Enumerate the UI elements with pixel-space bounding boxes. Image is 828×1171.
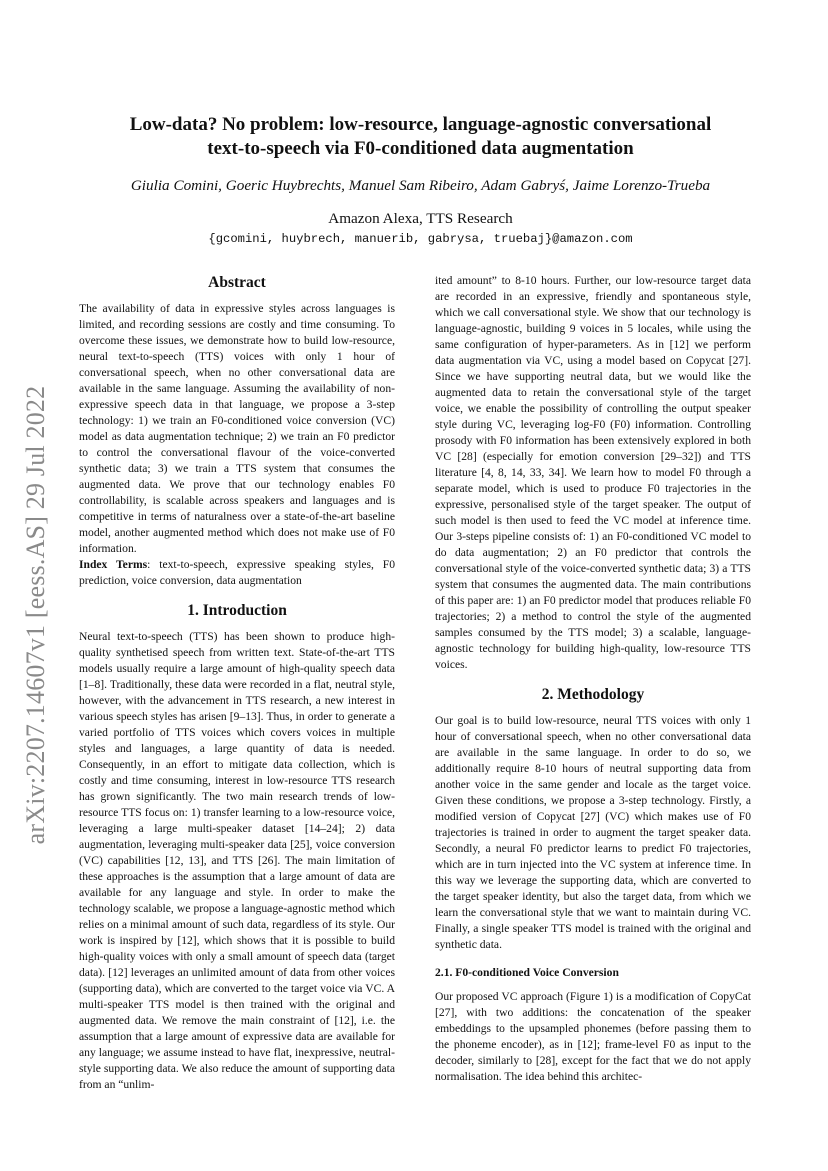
abstract-text: The availability of data in expressive styles across languages is limited, and recording sessions are costly and time consuming. To overcome these issues, we demonstrate how to build low-resource, neural text-to-speech (TTS) voices with only 1 hour of conversational speech, when no other conversational data are available in the same language. Assuming the availability of non-expressive speech data in that language, we propose a 3-step technology: 1) we train an F0-conditioned voice conversion (VC) model as data augmentation technique; 2) we train an F0 predictor to control the conversational flavour of the voice-converted synthetic data; 3) we train a TTS system that consumes the augmented data. We prove that our technology enables F0 controllability, is scalable across speakers and languages and is competitive in terms of naturalness over a state-of-the-art baseline model, another augmented method which does not make use of F0 information. [79,302,395,555]
introduction-text-right: ited amount” to 8-10 hours. Further, our low-resource target data are recorded in an expressive, friendly and spontaneous style, which we call conversational style. We show that our technology is language-agnostic, building 9 voices in 5 locales, while using the same configuration of hyper-parameters. As in [12] we perform data augmentation via VC, using a model based on Copycat [27]. Since we have supporting neutral data, but we would like the augmented data to retain the conversational style of the target voice, we enable the possibility of controlling the output speaker style during VC, leveraging log-F0 (F0) information. Controlling prosody with F0 information has been extensively explored in both VC [28] (especially for emotion conversion [29–32]) and TTS literature [4, 8, 14, 33, 34]. We learn how to model F0 through a separate model, which is used to produce F0 trajectories in the expressive, personalised style of the target speaker. The output of such model is then used to feed the VC model at inference time. Our 3-steps pipeline consists of: 1) an F0-conditioned VC model to do data augmentation; 2) an F0 predictor that controls the conversational style of the voice-converted synthetic data; 3) a TTS system that consumes the augmented data. The main contributions of this paper are: 1) an F0 predictor model that produces reliable F0 trajectories; 2) a method to control the style of the augmented samples consumed by the TTS model; 3) a scalable, language-agnostic technology for building high-quality, low-resource TTS voices. [435,274,751,671]
title-line-1: Low-data? No problem: low-resource, language-agnostic conversational [129,114,712,135]
methodology-heading: 2. Methodology [541,686,645,703]
affiliation: Amazon Alexa, TTS Research [328,210,513,227]
author-list: Giulia Comini, Goeric Huybrechts, Manuel Sam Ribeiro, Adam Gabryś, Jaime Lorenzo-Trueba [130,177,711,194]
index-terms [79,557,395,589]
right-column [435,273,751,1085]
paper-title [78,113,763,161]
left-column [79,273,395,1093]
abstract-heading: Abstract [208,274,266,291]
introduction-text-left: Neural text-to-speech (TTS) has been shown to produce high-quality synthetised speech from written text. State-of-the-art TTS models usually require a large amount of high-quality speech data [1–8]. Traditionally, these data were recorded in a flat, neutral style, however, with the advancement in TTS research, a new interest in various speech styles has arisen [9–13]. Thus, in order to generate a varied portfolio of TTS voices which covers voices in multiple styles and languages, a large quantity of data is needed. Consequently, in an effort to mitigate data collection, which is costly and time consuming, interest in low-resource TTS research has grown significantly. The two main research trends of low-resource TTS focus on: 1) transfer learning to a low-resource voice, leveraging a large multi-speaker dataset [14–24]; 2) data augmentation, leveraging multi-speaker data [25], voice conversion (VC) capabilities [12, 13], and TTS [26]. The main limitation of these approaches is the assumption that a large amount of data are available for any language and style. In order to make the technology scalable, we propose a language-agnostic method which relies on a minimal amount of such data, regardless of its style. Our work is inspired by [12], which shows that it is possible to build high-quality voices with only a small amount of speech data (target data). [12] leverages an unlimited amount of data from other voices (supporting data), which are converted to the target voice via VC. A multi-speaker TTS model is then trained with the original and augmented data. We remove the main constraint of [12], i.e. the assumption that a large amount of expressive data are available for any language; we assume instead to have flat, inexpressive, neutral-style supporting data. We also reduce the amount of supporting data from an “unlim- [79,630,395,1091]
vc-text: Our proposed VC approach (Figure 1) is a modification of CopyCat [27], with two additions: the concatenation of the speaker embeddings to the upsampled phonemes (before passing them to the phoneme encoder), as in [12]; frame-level F0 as input to the decoder, similarly to [28], except for the fact that we do not apply normalisation. The idea behind this architec- [435,990,751,1083]
arxiv-sidebar-stamp [14,365,58,865]
index-terms-label: Index Terms [79,558,148,571]
methodology-text: Our goal is to build low-resource, neural TTS voices with only 1 hour of conversational speech, when no other conversational data are available in the same language. In order to do so, we additionally require 8-10 hours of neutral supporting data from another voice in the same gender and locale as the target voice. Given these conditions, we propose a 3-step technology. Firstly, a modified version of Copycat [27] (VC) which makes use of F0 trajectories is trained in order to augment the target speaker data. Secondly, a neural F0 predictor learns to predict F0 trajectories, which are in turn injected into the VC system at inference time. In this way we leverage the supporting data, which are converted to the target speaker identity, but also the target data, from which we learn the conversational style that we want to maintain during VC. Finally, a single speaker TTS model is trained with the original and synthetic data. [435,714,751,951]
author-emails: {gcomini, huybrech, manuerib, gabrysa, truebaj}@amazon.com [208,232,633,246]
subsection-heading-vc: 2.1. F0-conditioned Voice Conversion [435,966,619,979]
index-terms-text: : text-to-speech, expressive speaking styles, F0 prediction, voice conversion, data augmentation [79,558,396,587]
title-line-2: text-to-speech via F0-conditioned data augmentation [207,138,634,159]
introduction-heading: 1. Introduction [187,602,287,619]
arxiv-identifier: arXiv:2207.14607v1 [eess.AS] 29 Jul 2022 [21,385,50,845]
